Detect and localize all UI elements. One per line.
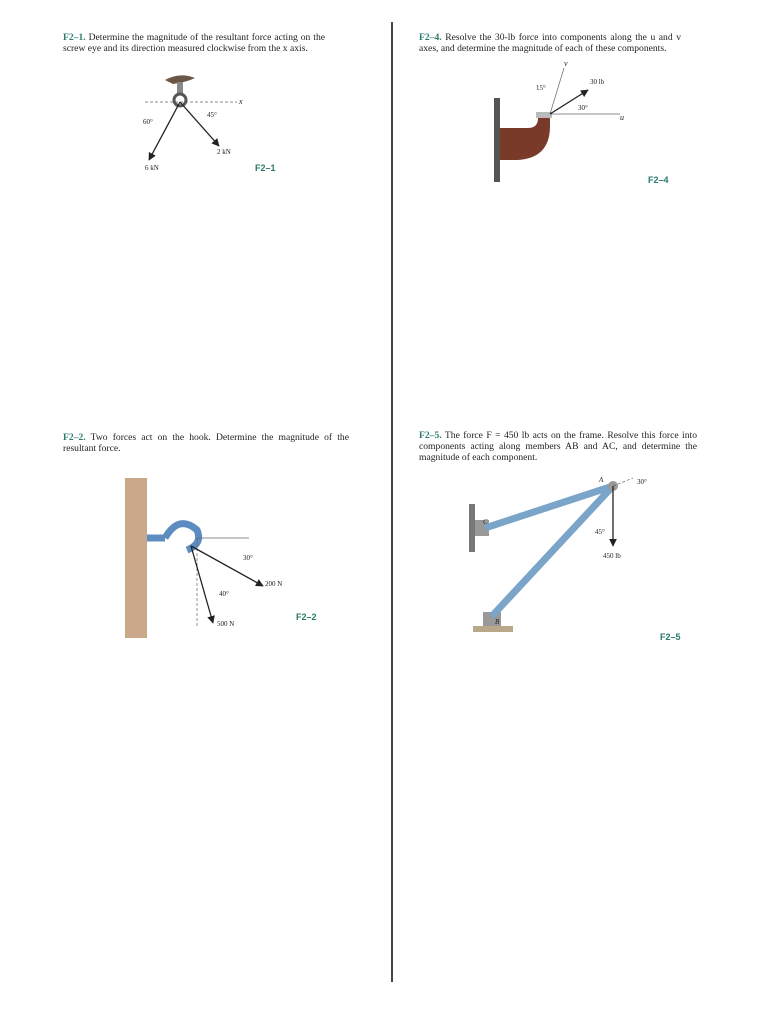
figure-label-f2-4: F2–4 bbox=[648, 175, 669, 185]
problem-text: Two forces act on the hook. Determine the magnitude of the resultant force. bbox=[63, 432, 349, 455]
force-200n-arrow bbox=[191, 546, 263, 586]
problem-number: F2–4. bbox=[419, 32, 442, 43]
angle-30-label: 30° bbox=[637, 478, 647, 486]
x-axis-label: x bbox=[239, 97, 243, 106]
wall-plate bbox=[494, 98, 500, 182]
angle-60-label: 60° bbox=[143, 118, 153, 126]
figure-label-f2-1: F2–1 bbox=[255, 163, 276, 173]
problem-f2-2 bbox=[63, 432, 349, 454]
problem-text: Resolve the 30-lb force into components along the u and v axes, and determine the magnitude of each of these components. bbox=[419, 32, 681, 55]
problem-text: The force F = 450 lb acts on the frame. Resolve this force into components acting along members AB and AC, and determine the magnitude of each component. bbox=[419, 430, 697, 464]
angle-40-label: 40° bbox=[219, 590, 229, 598]
u-axis-label: u bbox=[620, 113, 624, 122]
problem-f2-4 bbox=[419, 32, 681, 54]
problem-number: F2–1. bbox=[63, 32, 86, 43]
point-c-label: C bbox=[483, 518, 488, 526]
pipe-bracket bbox=[500, 116, 550, 160]
figure-f2-2 bbox=[125, 478, 305, 638]
force-450lb-label: 450 lb bbox=[603, 552, 621, 560]
force-2kn-label: 2 kN bbox=[217, 148, 231, 156]
pipe-flange bbox=[536, 112, 552, 118]
angle-30-label: 30° bbox=[578, 104, 588, 112]
wall-c bbox=[469, 504, 475, 552]
angle-15-label: 15° bbox=[536, 84, 546, 92]
problem-number: F2–5. bbox=[419, 430, 442, 441]
point-a-label: A bbox=[599, 476, 604, 484]
problem-number: F2–2. bbox=[63, 432, 86, 443]
figure-label-f2-2: F2–2 bbox=[296, 612, 317, 622]
problem-f2-5 bbox=[419, 430, 697, 464]
force-200n-label: 200 N bbox=[265, 580, 283, 588]
force-6kn-arrow bbox=[149, 102, 180, 160]
angle-30-label: 30° bbox=[243, 554, 253, 562]
force-6kn-label: 6 kN bbox=[145, 164, 159, 172]
figure-f2-4 bbox=[488, 59, 648, 188]
figure-f2-5 bbox=[463, 476, 663, 636]
column-divider bbox=[391, 22, 393, 982]
force-500n-label: 500 N bbox=[217, 620, 235, 628]
screw-eye bbox=[174, 94, 186, 106]
figure-f2-1 bbox=[135, 72, 265, 172]
screw bbox=[177, 82, 183, 94]
problem-f2-1 bbox=[63, 32, 325, 54]
angle-45-label: 45° bbox=[207, 111, 217, 119]
force-500n-arrow bbox=[191, 546, 213, 623]
force-30lb-label: 30 lb bbox=[590, 78, 605, 86]
v-axis-label: v bbox=[564, 59, 568, 68]
problem-text: Determine the magnitude of the resultant force acting on the screw eye and its direction measured clockwise from the x axis. bbox=[63, 32, 325, 55]
hook-curve bbox=[165, 524, 199, 550]
wall bbox=[125, 478, 147, 638]
angle-45-label: 45° bbox=[595, 528, 605, 536]
ground-b bbox=[473, 626, 513, 632]
point-b-label: B bbox=[495, 618, 500, 626]
figure-label-f2-5: F2–5 bbox=[660, 632, 681, 642]
force-2kn-arrow bbox=[180, 102, 219, 146]
